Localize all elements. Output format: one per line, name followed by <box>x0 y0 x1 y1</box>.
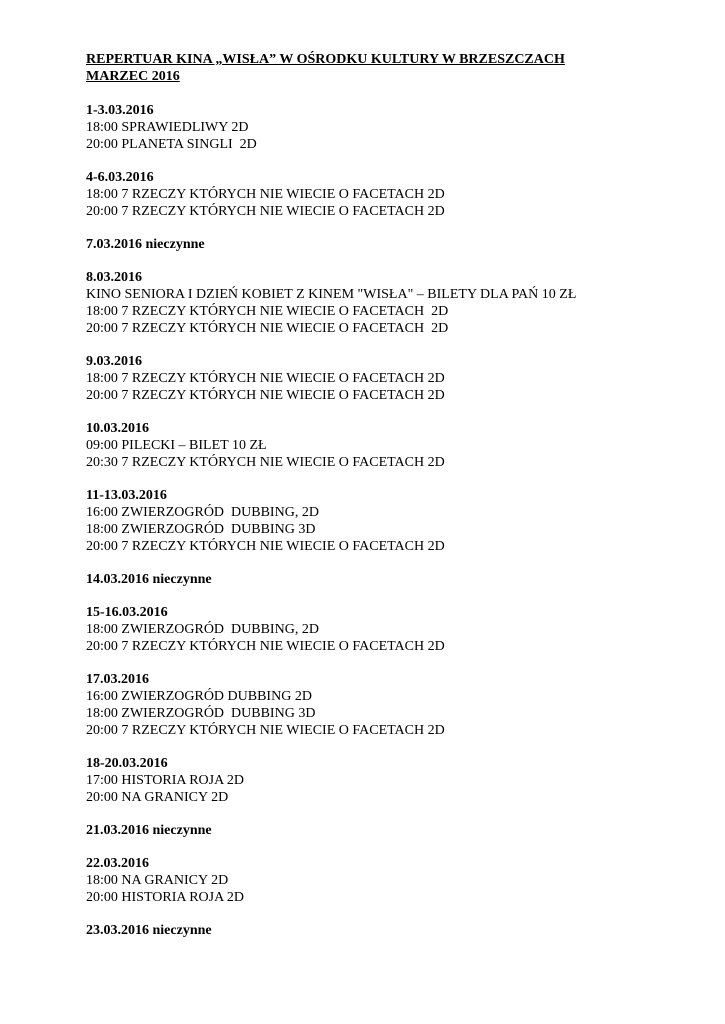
schedule-section <box>86 236 686 253</box>
showtime-line: 20:00 PLANETA SINGLI 2D <box>86 137 257 152</box>
showtime-line: 20:00 7 RZECZY KTÓRYCH NIE WIECIE O FACETACH 2D <box>86 539 445 554</box>
showtime-line: 16:00 ZWIERZOGRÓD DUBBING 2D <box>86 689 312 704</box>
schedule-section <box>86 755 686 806</box>
showtime-line: 17:00 HISTORIA ROJA 2D <box>86 773 245 788</box>
title-line: MARZEC 2016 <box>86 69 180 84</box>
showtime-line: 20:00 7 RZECZY KTÓRYCH NIE WIECIE O FACETACH 2D <box>86 321 449 336</box>
title-line: REPERTUAR KINA „WISŁA” W OŚRODKU KULTURY W BRZESZCZACH <box>86 52 565 67</box>
showtime-line: 16:00 ZWIERZOGRÓD DUBBING, 2D <box>86 505 319 520</box>
document-title <box>86 51 686 85</box>
section-date: 4-6.03.2016 <box>86 170 154 185</box>
schedule-section <box>86 571 686 588</box>
section-date: 7.03.2016 nieczynne <box>86 237 205 252</box>
document-page <box>86 51 686 939</box>
showtime-line: 18:00 ZWIERZOGRÓD DUBBING 3D <box>86 706 316 721</box>
section-date: 10.03.2016 <box>86 421 149 436</box>
showtime-line: 18:00 ZWIERZOGRÓD DUBBING 3D <box>86 522 316 537</box>
section-date: 21.03.2016 nieczynne <box>86 823 212 838</box>
showtime-line: 20:00 HISTORIA ROJA 2D <box>86 890 245 905</box>
showtime-line: 18:00 ZWIERZOGRÓD DUBBING, 2D <box>86 622 319 637</box>
schedule-section <box>86 102 686 153</box>
showtime-line: 20:00 7 RZECZY KTÓRYCH NIE WIECIE O FACETACH 2D <box>86 639 445 654</box>
showtime-line: 18:00 7 RZECZY KTÓRYCH NIE WIECIE O FACETACH 2D <box>86 304 449 319</box>
showtime-line: 18:00 7 RZECZY KTÓRYCH NIE WIECIE O FACETACH 2D <box>86 187 445 202</box>
showtime-line: 09:00 PILECKI – BILET 10 ZŁ <box>86 438 267 453</box>
showtime-line: KINO SENIORA I DZIEŃ KOBIET Z KINEM "WISŁA" – BILETY DLA PAŃ 10 ZŁ <box>86 287 577 302</box>
schedule-section <box>86 855 686 906</box>
schedule-section <box>86 353 686 404</box>
showtime-line: 20:30 7 RZECZY KTÓRYCH NIE WIECIE O FACETACH 2D <box>86 455 445 470</box>
showtime-line: 20:00 7 RZECZY KTÓRYCH NIE WIECIE O FACETACH 2D <box>86 388 445 403</box>
section-date: 14.03.2016 nieczynne <box>86 572 212 587</box>
showtime-line: 20:00 NA GRANICY 2D <box>86 790 229 805</box>
showtime-line: 20:00 7 RZECZY KTÓRYCH NIE WIECIE O FACETACH 2D <box>86 723 445 738</box>
schedule-section <box>86 269 686 337</box>
schedule-section <box>86 822 686 839</box>
section-date: 15-16.03.2016 <box>86 605 168 620</box>
schedule-section <box>86 604 686 655</box>
showtime-line: 18:00 SPRAWIEDLIWY 2D <box>86 120 249 135</box>
section-date: 23.03.2016 nieczynne <box>86 923 212 938</box>
section-date: 11-13.03.2016 <box>86 488 167 503</box>
section-date: 18-20.03.2016 <box>86 756 168 771</box>
section-date: 22.03.2016 <box>86 856 149 871</box>
showtime-line: 20:00 7 RZECZY KTÓRYCH NIE WIECIE O FACETACH 2D <box>86 204 445 219</box>
schedule-list <box>86 102 686 939</box>
section-date: 9.03.2016 <box>86 354 142 369</box>
section-date: 1-3.03.2016 <box>86 103 154 118</box>
schedule-section <box>86 922 686 939</box>
schedule-section <box>86 420 686 471</box>
section-date: 17.03.2016 <box>86 672 149 687</box>
schedule-section <box>86 487 686 555</box>
showtime-line: 18:00 NA GRANICY 2D <box>86 873 229 888</box>
schedule-section <box>86 671 686 739</box>
schedule-section <box>86 169 686 220</box>
showtime-line: 18:00 7 RZECZY KTÓRYCH NIE WIECIE O FACETACH 2D <box>86 371 445 386</box>
section-date: 8.03.2016 <box>86 270 142 285</box>
